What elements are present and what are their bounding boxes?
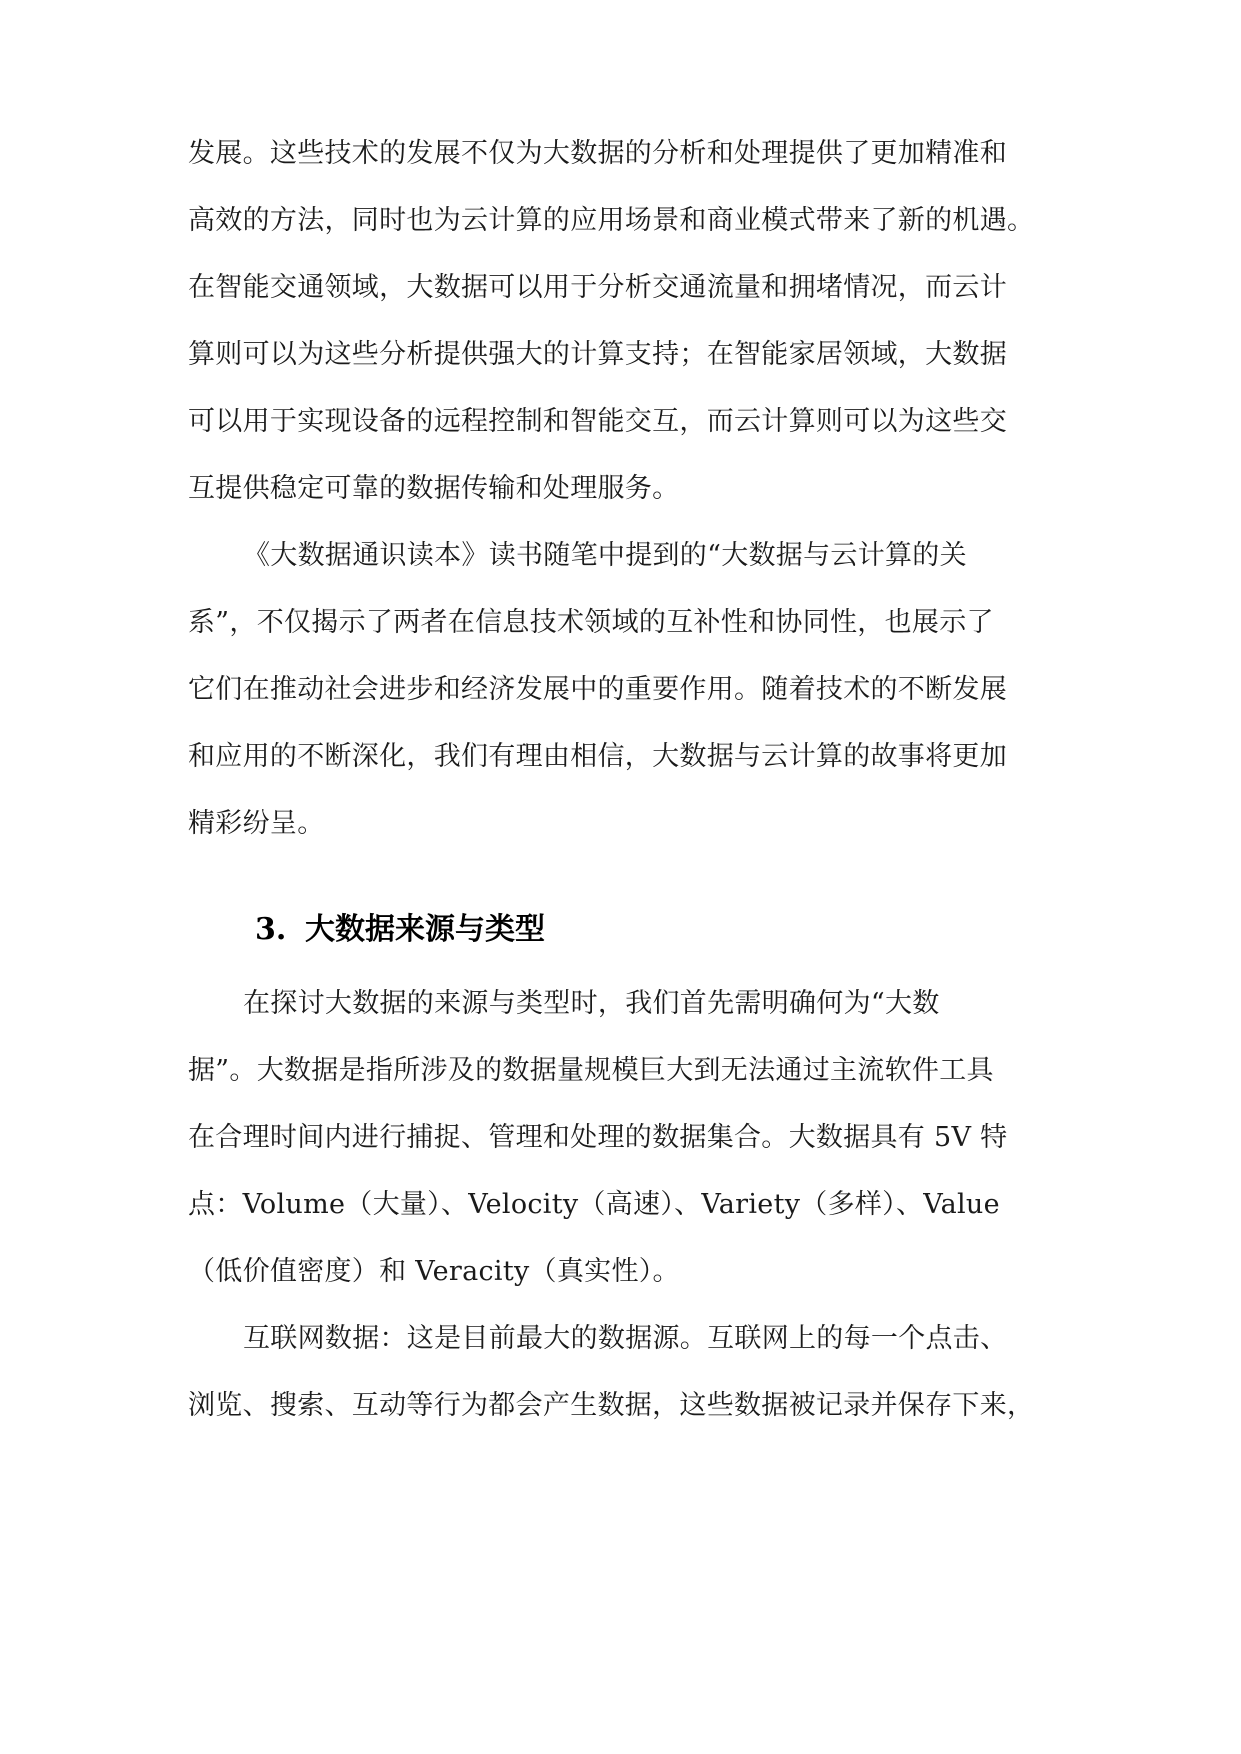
paragraph-1-line-1: 发展。这些技术的发展不仅为大数据的分析和处理提供了更加精准和 [188, 138, 1007, 169]
paragraph-2-line-4: 和应用的不断深化，我们有理由相信，大数据与云计算的故事将更加 [188, 741, 1007, 772]
paragraph-3-line-4: 点：Volume（大量）、Velocity（高速）、Variety（多样）、Value [188, 1189, 1000, 1220]
paragraph-3-line-1: 在探讨大数据的来源与类型时，我们首先需明确何为“大数 [243, 988, 940, 1019]
paragraph-1-line-5: 可以用于实现设备的远程控制和智能交互，而云计算则可以为这些交 [188, 406, 1007, 437]
paragraph-1-line-4: 算则可以为这些分析提供强大的计算支持；在智能家居领域，大数据 [188, 339, 1007, 370]
paragraph-2-line-5: 精彩纷呈。 [188, 808, 325, 839]
paragraph-2-line-2: 系”，不仅揭示了两者在信息技术领域的互补性和协同性，也展示了 [188, 607, 994, 638]
paragraph-1-line-2: 高效的方法，同时也为云计算的应用场景和商业模式带来了新的机遇。 [188, 205, 1035, 236]
paragraph-1-line-3: 在智能交通领域，大数据可以用于分析交通流量和拥堵情况，而云计 [188, 272, 1007, 303]
paragraph-1-line-6: 互提供稳定可靠的数据传输和处理服务。 [188, 473, 680, 504]
section-number: 3. [255, 912, 287, 947]
section-heading [255, 910, 545, 950]
paragraph-4-line-2: 浏览、搜索、互动等行为都会产生数据，这些数据被记录并保存下来， [188, 1390, 1035, 1421]
paragraph-3-line-3: 在合理时间内进行捕捉、管理和处理的数据集合。大数据具有 5V 特 [188, 1122, 1008, 1153]
paragraph-3-line-2: 据”。大数据是指所涉及的数据量规模巨大到无法通过主流软件工具 [188, 1055, 994, 1086]
paragraph-2-line-1: 《大数据通识读本》读书随笔中提到的“大数据与云计算的关 [243, 540, 967, 571]
paragraph-3-line-5: （低价值密度）和 Veracity（真实性）。 [188, 1256, 680, 1287]
paragraph-2-line-3: 它们在推动社会进步和经济发展中的重要作用。随着技术的不断发展 [188, 674, 1007, 705]
section-title: 大数据来源与类型 [305, 912, 545, 947]
paragraph-4-line-1: 互联网数据：这是目前最大的数据源。互联网上的每一个点击、 [243, 1323, 1008, 1354]
